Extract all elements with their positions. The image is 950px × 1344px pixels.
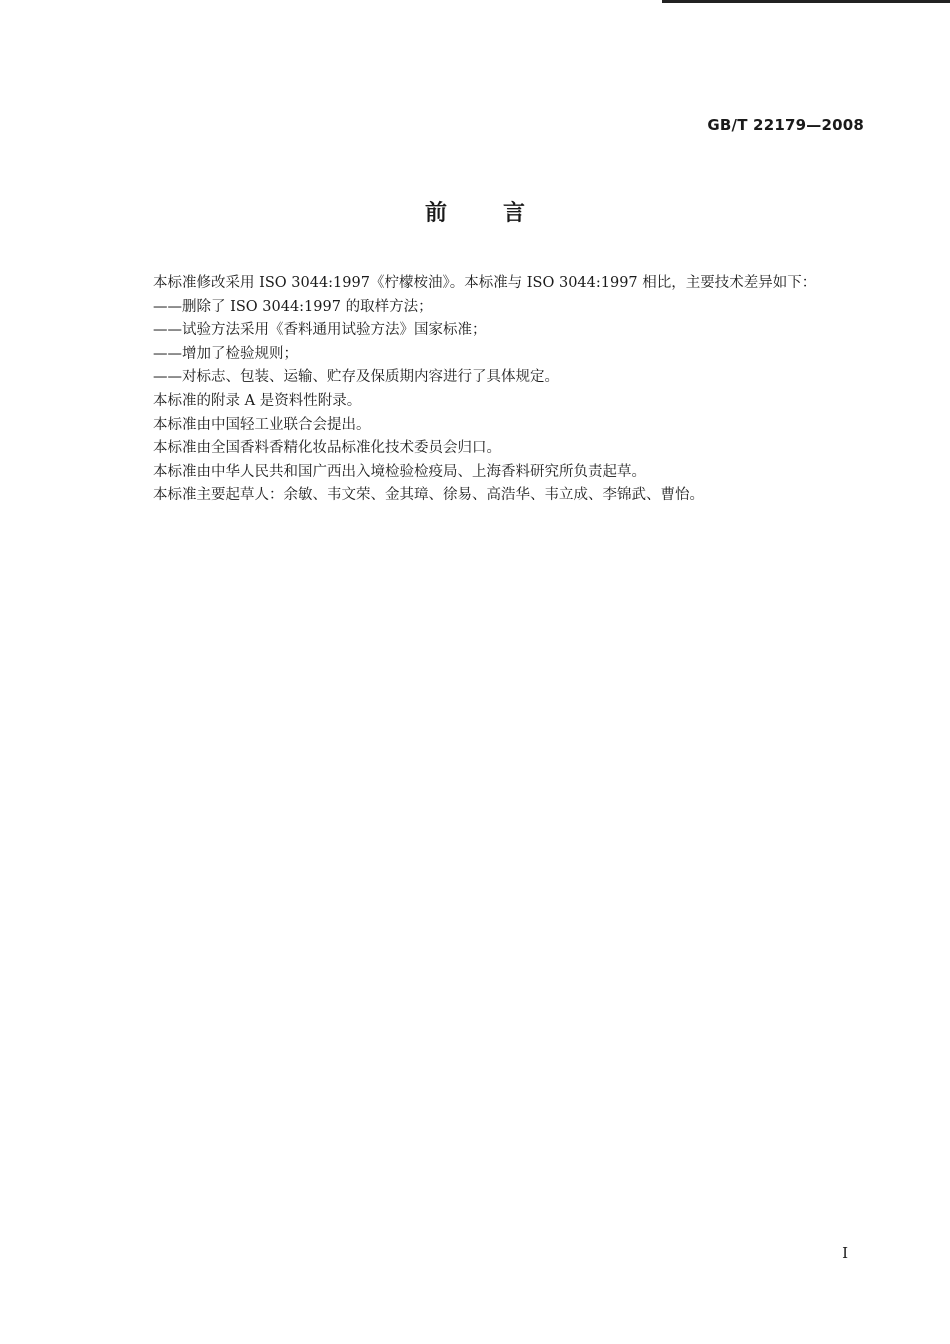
foreword-line: ——删除了 ISO 3044:1997 的取样方法； [153,298,433,315]
page-number: I [842,1244,848,1262]
foreword-body [153,272,873,508]
foreword-line: 本标准主要起草人：余敏、韦文荣、金其璋、徐易、高浩华、韦立成、李锦武、曹怡。 [153,487,704,504]
foreword-line: ——增加了检验规则； [153,345,298,362]
standard-code: GB/T 22179—2008 [707,116,864,134]
foreword-line: 本标准由全国香料香精化妆品标准化技术委员会归口。 [153,440,501,457]
foreword-line: 本标准的附录 A 是资料性附录。 [153,392,362,409]
foreword-line: ——试验方法采用《香料通用试验方法》国家标准； [153,322,487,339]
foreword-line: ——对标志、包装、运输、贮存及保质期内容进行了具体规定。 [153,369,559,386]
foreword-line: 本标准修改采用 ISO 3044:1997《柠檬桉油》。本标准与 ISO 3044:1997 相比，主要技术差异如下： [153,275,817,291]
top-rule [662,0,950,3]
foreword-line: 本标准由中华人民共和国广西出入境检验检疫局、上海香料研究所负责起草。 [153,463,646,480]
page-title: 前言 [424,201,581,226]
foreword-line: 本标准由中国轻工业联合会提出。 [153,416,371,433]
